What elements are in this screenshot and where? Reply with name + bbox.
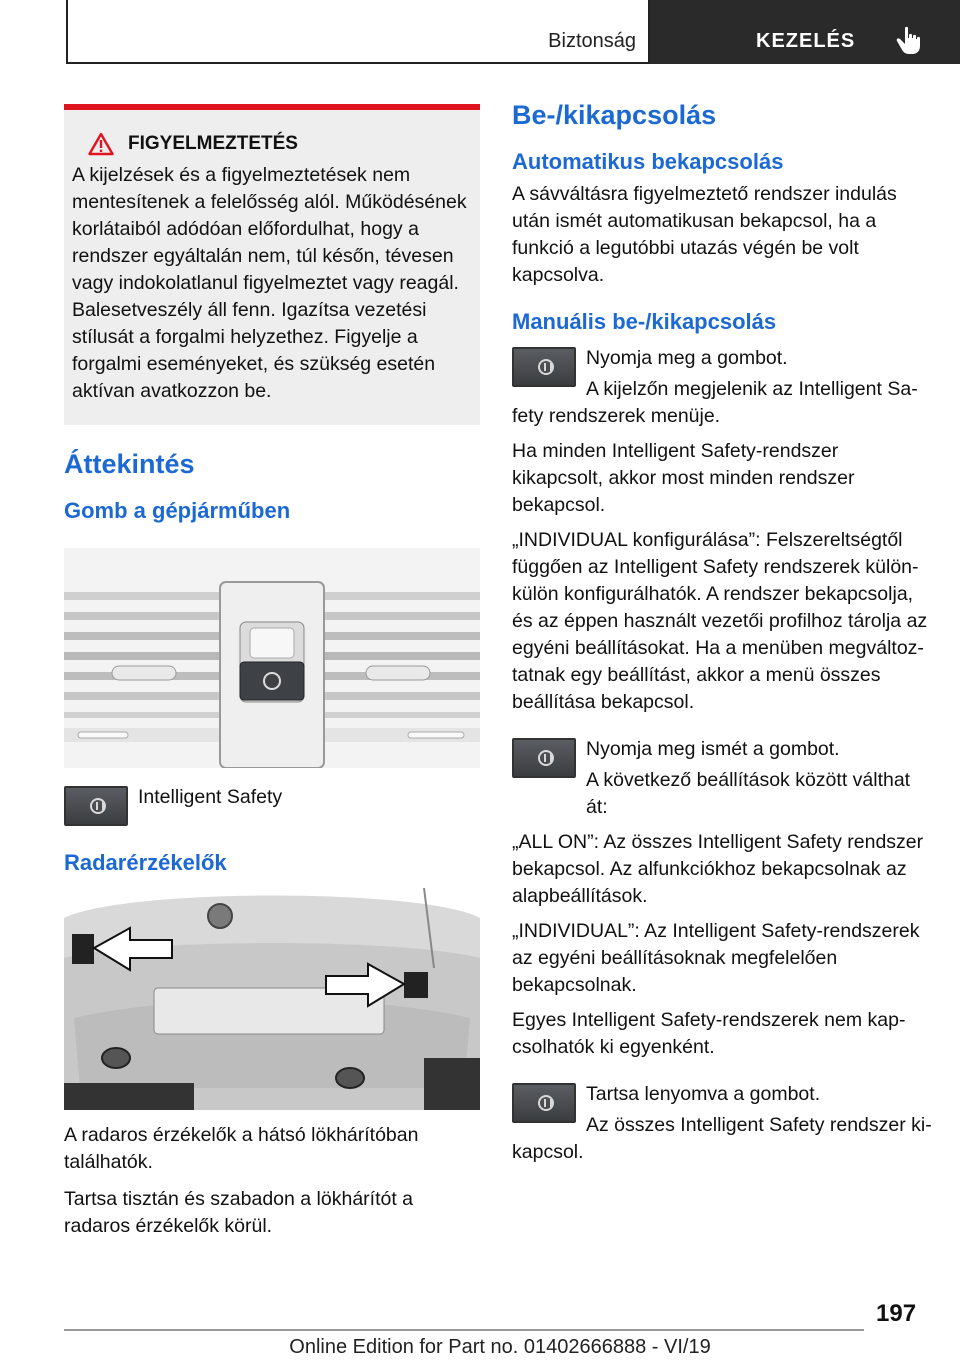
warning-triangle-icon [88, 132, 114, 156]
warning-header [72, 132, 472, 156]
button-in-vehicle-heading: Gomb a gépjárműben [64, 498, 291, 523]
header-chapter-box [650, 0, 960, 64]
intelligent-safety-button-icon[interactable] [64, 786, 128, 826]
left-column [64, 104, 480, 1240]
radar-paragraph-2: Tartsa tisztán és szabadon a lökhárítót a radaros érzékelők körül. [64, 1188, 414, 1237]
intelligent-safety-button-icon[interactable] [512, 1083, 576, 1123]
intelligent-safety-button-icon[interactable] [512, 347, 576, 387]
manual-on-off-heading: Manuális be-/kikapcsolás [512, 309, 777, 334]
automatic-on-heading: Automatikus bekapcsolás [512, 149, 784, 174]
warning-box [64, 104, 480, 425]
overview-title: Áttekintés [64, 449, 195, 479]
header-chapter-title: KEZELÉS [756, 30, 856, 52]
radar-paragraph-1: A radaros érzékelők a hátsó lökhárítóban találhatók. [64, 1124, 419, 1173]
header-section-box [66, 0, 650, 64]
on-off-title: Be-/kikapcsolás [512, 100, 717, 130]
right-column [512, 100, 932, 1166]
step3-line-b: Az összes Intelligent Safety rendszer kikapcsol. [512, 1114, 932, 1163]
footer-edition: Online Edition for Part no. 01402666888 - VI/19 [289, 1336, 711, 1358]
radar-sensors-heading: Radarérzékelők [64, 850, 227, 875]
footer-divider [64, 1329, 864, 1331]
rear-bumper-image [64, 888, 480, 1110]
header-section-title: Biztonság [548, 30, 636, 52]
page-number: 197 [876, 1300, 917, 1327]
step-press-button [512, 345, 932, 430]
step-hold-button [512, 1081, 932, 1166]
step2-line-b: A következő beállítások között válthat át: [586, 769, 911, 818]
right-paragraph-5: Egyes Intelligent Safety-rendszerek nem kapcsolhatók ki egyenként. [512, 1009, 906, 1058]
right-paragraph-2: „INDIVIDUAL konfigurálása”: Felszereltségtől függően az Intelligent Safety rendszerek külön-külön konfigurálhatók. A rendszer bekapcsolja, és az éppen használt vezetői profilhoz tárolja az egyéni beállításokat. Ha a menüben megváltoztatnak egy beállítást, akkor a menü összes beállítása bekapcsol. [512, 529, 928, 713]
step3-line-a: Tartsa lenyomva a gombot. [586, 1083, 821, 1105]
intelligent-safety-button-row [64, 786, 480, 830]
warning-title: FIGYELMEZTETÉS [128, 133, 298, 154]
step1-line-a: Nyomja meg a gombot. [586, 347, 788, 369]
right-paragraph-1: Ha minden Intelligent Safety-rendszer kikapcsolt, akkor most minden rendszer bekapcsol. [512, 440, 855, 516]
step-press-again [512, 736, 932, 821]
step1-line-b: A kijelzőn megjelenik az Intelligent Safety rendszerek menüje. [512, 378, 918, 427]
intelligent-safety-button-icon[interactable] [512, 738, 576, 778]
automatic-on-text: A sávváltásra figyelmeztető rendszer indulás után ismét automatikusan bekapcsol, ha a funkció a legutóbbi utazás végén be volt kapcsolva. [512, 183, 897, 286]
dashboard-button-image [64, 548, 480, 768]
hand-pointer-icon [896, 26, 922, 56]
warning-text: A kijelzések és a figyelmeztetések nem mentesítenek a felelősség alól. Működésének korlátaiból adódóan előfordulhat, hogy a rendszer egyáltalán nem, túl későn, tévesen vagy indokolatlanul figyelmeztet vagy reagál. Balesetveszély áll fenn. Igazítsa vezetési stílusát a forgalmi helyzethez. Figyelje a forgalmi eseményeket, és szükség esetén aktívan avatkozzon be. [72, 164, 467, 402]
right-paragraph-4: „INDIVIDUAL”: Az Intelligent Safety-rendszerek az egyéni beállításoknak megfelelően bekapcsolnak. [512, 920, 920, 996]
intelligent-safety-button-label: Intelligent Safety [138, 786, 283, 808]
step2-line-a: Nyomja meg ismét a gombot. [586, 738, 840, 760]
right-paragraph-3: „ALL ON”: Az összes Intelligent Safety rendszer bekapcsol. Az alfunkciókhoz bekapcsolnak az alapbeállítások. [512, 831, 924, 907]
